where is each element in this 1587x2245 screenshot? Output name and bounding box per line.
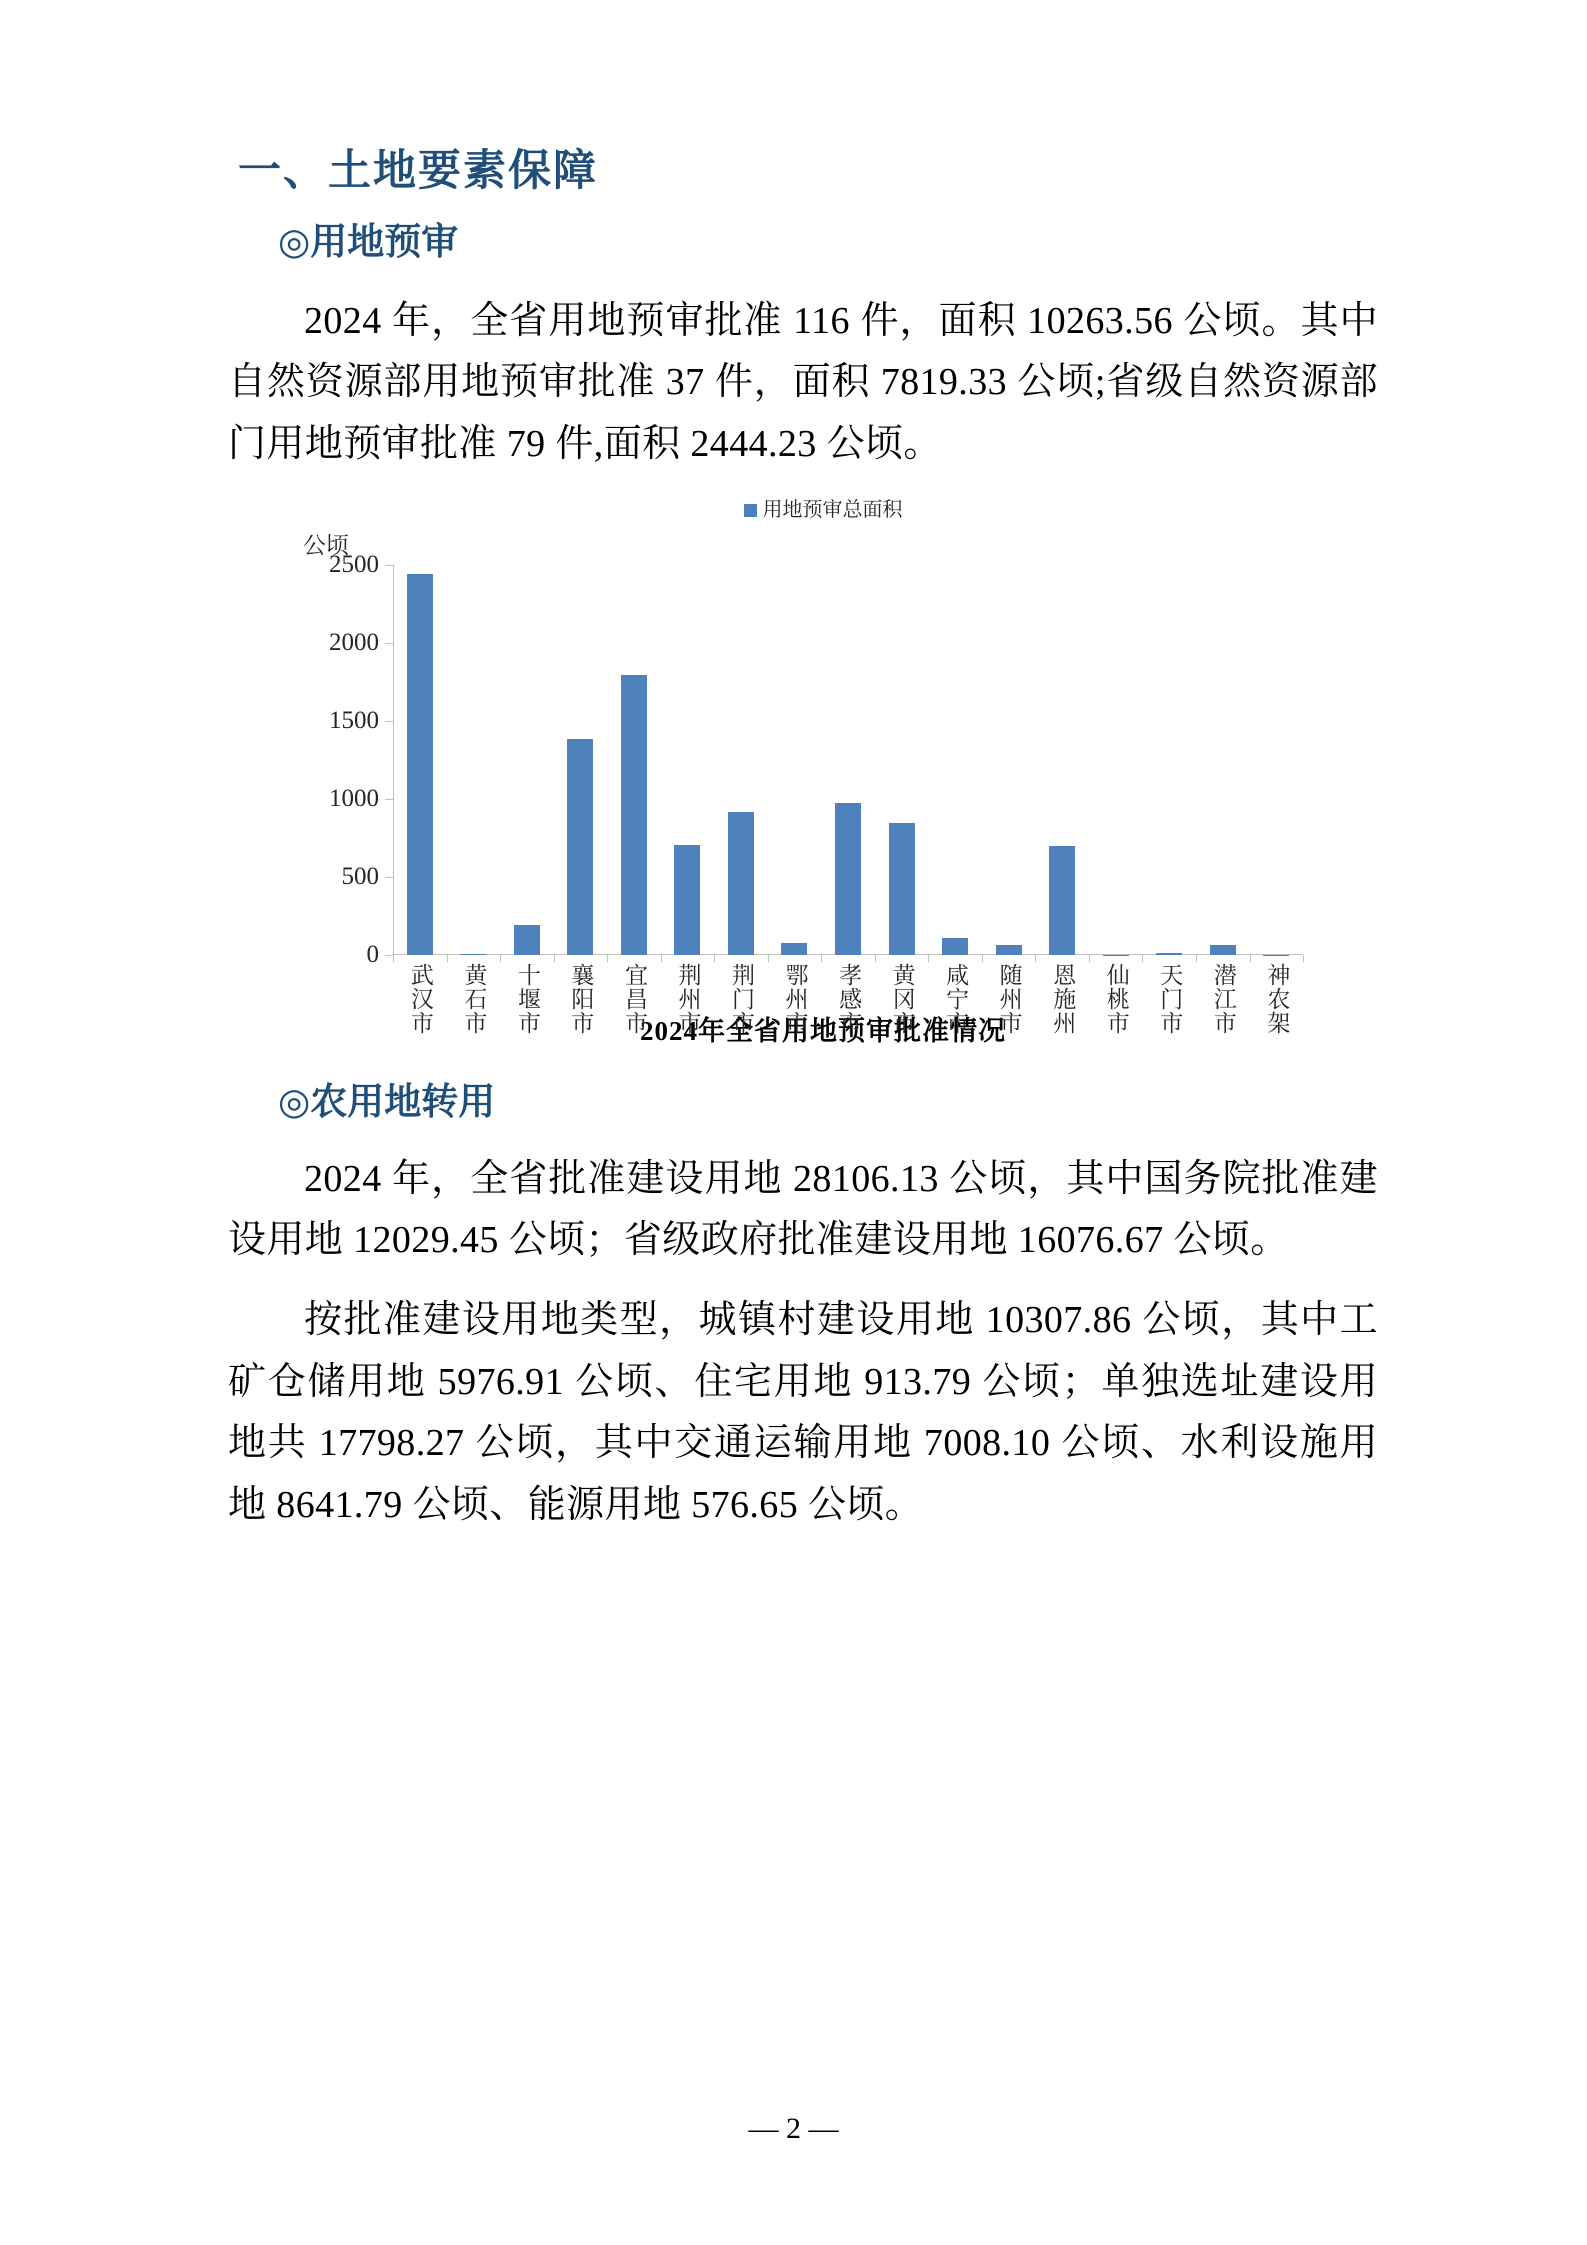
- bar-孝感市: [835, 803, 861, 956]
- y-axis-tick-label: 1000: [329, 785, 379, 813]
- bar-恩施州: [1049, 846, 1075, 955]
- x-axis-tick: [1303, 955, 1304, 962]
- x-axis-label-仙桃市: 仙桃市: [1103, 963, 1129, 1036]
- bar-slot: [1089, 565, 1143, 955]
- bar-slot: [607, 565, 661, 955]
- x-axis-label-slot: [554, 963, 608, 1035]
- x-axis-label-slot: [447, 963, 501, 1035]
- bar-襄阳市: [567, 739, 593, 956]
- bar-slot: [393, 565, 447, 955]
- y-axis-tick-label: 2000: [329, 629, 379, 657]
- x-axis-tick: [1250, 955, 1251, 962]
- paragraph-land-preapproval: 2024 年，全省用地预审批准 116 件，面积 10263.56 公顷。其中自然资源部用地预审批准 37 件，面积 7819.33 公顷;省级自然资源部门用地预审批准 79 件,面积 2444.23 公顷。: [228, 299, 1378, 465]
- bar-宜昌市: [621, 675, 647, 956]
- chart-y-unit-label: 公顷: [303, 533, 349, 559]
- chart-bars: [393, 565, 1303, 955]
- x-axis-label-slot: [821, 963, 875, 1035]
- x-axis-label-宜昌市: 宜昌市: [621, 963, 647, 1036]
- y-axis-tick-label: 1500: [329, 707, 379, 735]
- x-axis-tick: [1142, 955, 1143, 962]
- x-axis-label-潜江市: 潜江市: [1210, 963, 1236, 1036]
- bar-黄石市: [460, 954, 486, 955]
- x-axis-label-荆州市: 荆州市: [675, 963, 701, 1036]
- x-axis-label-十堰市: 十堰市: [514, 963, 540, 1036]
- x-axis-tick: [982, 955, 983, 962]
- x-axis-label-荆门市: 荆门市: [729, 963, 755, 1036]
- bar-咸宁市: [942, 938, 968, 955]
- y-axis-tick: [385, 955, 393, 956]
- x-axis-label-slot: [714, 963, 768, 1035]
- subsection-heading-agricultural-conversion: ◎农用地转用: [278, 1081, 496, 1123]
- paragraph-land-types: 按批准建设用地类型，城镇村建设用地 10307.86 公顷，其中工矿仓储用地 5976.91 公顷、住宅用地 913.79 公顷；单独选址建设用地共 17798.27 公顷，其中交通运输用地 7008.10 公顷、水利设施用地 8641.79 公顷、能源用地 576.65 公顷。: [228, 1298, 1378, 1526]
- x-axis-label-鄂州市: 鄂州市: [782, 963, 808, 1036]
- legend-swatch-icon: [744, 504, 757, 517]
- bar-slot: [554, 565, 608, 955]
- y-axis-tick-label: 2500: [329, 551, 379, 579]
- chart-legend: [268, 493, 1378, 523]
- x-axis-tick: [661, 955, 662, 962]
- bar-slot: [1250, 565, 1304, 955]
- x-axis-tick: [1196, 955, 1197, 962]
- x-axis-label-武汉市: 武汉市: [407, 963, 433, 1036]
- x-axis-label-襄阳市: 襄阳市: [568, 963, 594, 1036]
- y-axis-tick: [385, 799, 393, 800]
- x-axis-label-slot: [982, 963, 1036, 1035]
- x-axis-tick: [447, 955, 448, 962]
- x-axis-labels: [393, 963, 1303, 1035]
- x-axis-label-slot: [1142, 963, 1196, 1035]
- bar-天门市: [1156, 953, 1182, 956]
- x-axis-tick: [554, 955, 555, 962]
- bar-slot: [1035, 565, 1089, 955]
- x-axis-tick: [714, 955, 715, 962]
- x-axis-label-slot: [500, 963, 554, 1035]
- chart-figure: [228, 475, 1378, 1048]
- figure-caption: 2024年全省用地预审批准情况: [640, 1016, 1006, 1047]
- bar-slot: [928, 565, 982, 955]
- bar-slot: [1142, 565, 1196, 955]
- bar-slot: [1196, 565, 1250, 955]
- bar-slot: [500, 565, 554, 955]
- x-axis-label-slot: [393, 963, 447, 1035]
- x-axis-label-slot: [1089, 963, 1143, 1035]
- bar-荆门市: [728, 812, 754, 956]
- x-axis-label-slot: [928, 963, 982, 1035]
- y-axis-tick-label: 0: [366, 941, 379, 969]
- x-axis-tick: [1089, 955, 1090, 962]
- x-axis-label-咸宁市: 咸宁市: [943, 963, 969, 1036]
- section-heading-1: 一、土地要素保障: [238, 147, 598, 195]
- page-number: — 2 —: [748, 2112, 839, 2145]
- x-axis-tick: [875, 955, 876, 962]
- bar-slot: [447, 565, 501, 955]
- bar-黄冈市: [889, 823, 915, 956]
- bar-十堰市: [514, 925, 540, 955]
- bar-slot: [661, 565, 715, 955]
- legend-label: 用地预审总面积: [762, 499, 903, 522]
- y-axis-tick: [385, 565, 393, 566]
- bar-荆州市: [674, 845, 700, 956]
- subsection-heading-land-preapproval: ◎用地预审: [278, 221, 459, 263]
- y-axis-tick-label: 500: [341, 863, 379, 891]
- bar-slot: [714, 565, 768, 955]
- x-axis-label-slot: [607, 963, 661, 1035]
- x-axis-label-神农架: 神农架: [1264, 963, 1290, 1036]
- bar-潜江市: [1210, 945, 1236, 955]
- bar-slot: [982, 565, 1036, 955]
- x-axis-label-slot: [661, 963, 715, 1035]
- x-axis-tick: [500, 955, 501, 962]
- y-axis-tick: [385, 877, 393, 878]
- x-axis-tick: [1035, 955, 1036, 962]
- x-axis-label-slot: [1196, 963, 1250, 1035]
- bar-slot: [768, 565, 822, 955]
- chart-plot-area: [329, 551, 1303, 969]
- bar-slot: [875, 565, 929, 955]
- x-axis-label-孝感市: 孝感市: [836, 963, 862, 1036]
- bar-鄂州市: [781, 943, 807, 955]
- x-axis-label-随州市: 随州市: [996, 963, 1022, 1036]
- y-axis-tick: [385, 643, 393, 644]
- x-axis-label-恩施州: 恩施州: [1050, 963, 1076, 1036]
- page-content: [228, 0, 1378, 1536]
- x-axis-label-slot: [768, 963, 822, 1035]
- bar-slot: [821, 565, 875, 955]
- x-axis-tick: [821, 955, 822, 962]
- x-axis-tick: [768, 955, 769, 962]
- x-axis-tick: [928, 955, 929, 962]
- x-axis-tick: [393, 955, 394, 962]
- x-axis-label-黄石市: 黄石市: [461, 963, 487, 1036]
- x-axis-label-slot: [1250, 963, 1304, 1035]
- x-axis-label-黄冈市: 黄冈市: [889, 963, 915, 1036]
- x-axis-tick: [607, 955, 608, 962]
- x-axis-label-天门市: 天门市: [1157, 963, 1183, 1036]
- paragraph-construction-land: 2024 年，全省批准建设用地 28106.13 公顷，其中国务院批准建设用地 12029.45 公顷；省级政府批准建设用地 16076.67 公顷。: [228, 1157, 1378, 1262]
- bar-武汉市: [407, 574, 433, 955]
- bar-随州市: [996, 945, 1022, 955]
- x-axis-label-slot: [1035, 963, 1089, 1035]
- y-axis-tick: [385, 721, 393, 722]
- x-axis-label-slot: [875, 963, 929, 1035]
